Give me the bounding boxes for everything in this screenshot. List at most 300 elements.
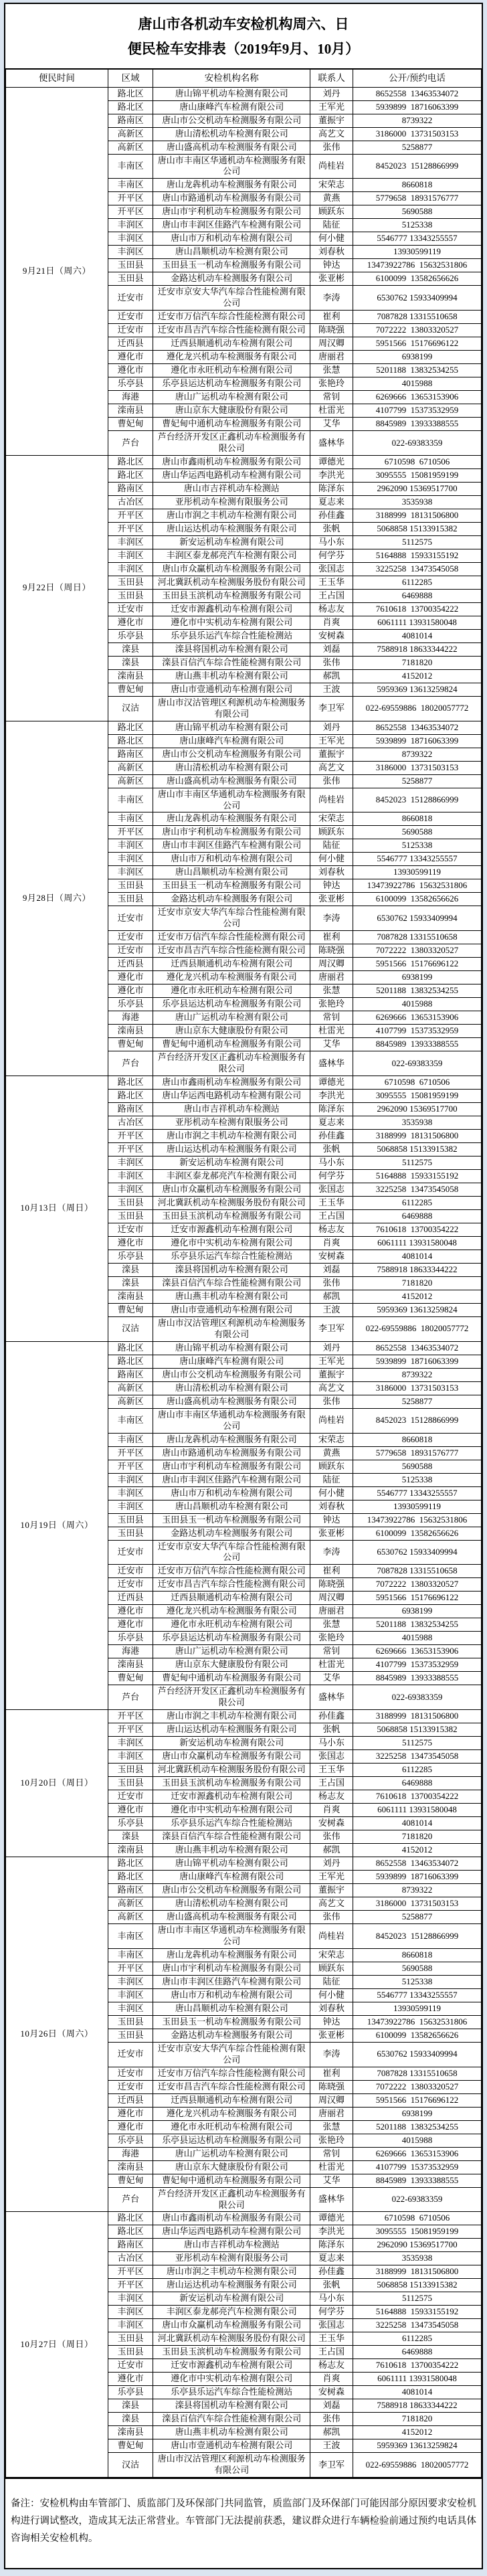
cell-phone: 5546777 13343255557 bbox=[353, 1988, 482, 2002]
cell-phone: 3225258 13473545058 bbox=[353, 562, 482, 576]
cell-contact: 夏志来 bbox=[310, 2252, 353, 2265]
cell-contact: 常钊 bbox=[310, 1645, 353, 1658]
cell-region: 滦南县 bbox=[108, 404, 153, 418]
cell-phone: 5201188 13832534255 bbox=[353, 984, 482, 998]
cell-org-name: 遵化市永旺机动车检测有限公司 bbox=[153, 2120, 310, 2134]
cell-phone: 8660818 bbox=[353, 1433, 482, 1446]
cell-contact: 尚桂岩 bbox=[310, 154, 353, 179]
cell-contact: 李涛 bbox=[310, 1540, 353, 1565]
cell-phone: 6710598 6710506 bbox=[353, 1076, 482, 1089]
cell-contact: 张伟 bbox=[310, 141, 353, 154]
cell-contact: 高艺文 bbox=[310, 127, 353, 141]
cell-contact: 王玉华 bbox=[310, 2332, 353, 2346]
cell-contact: 钟达 bbox=[310, 2015, 353, 2029]
cell-contact: 盛林华 bbox=[310, 1051, 353, 1076]
cell-phone: 5546777 13343255557 bbox=[353, 232, 482, 246]
cell-phone: 6938199 bbox=[353, 971, 482, 984]
cell-org-name: 乐亭县乐运汽车综合性能检测站 bbox=[153, 2386, 310, 2399]
cell-region: 迁西县 bbox=[108, 958, 153, 971]
schedule-table-header bbox=[6, 69, 482, 88]
cell-org-name: 玉田县玉一机动车检测服务有限公司 bbox=[153, 879, 310, 893]
cell-region: 高新区 bbox=[108, 1381, 153, 1395]
cell-contact: 安树森 bbox=[310, 1817, 353, 1830]
cell-phone: 022-69383359 bbox=[353, 2187, 482, 2212]
cell-phone: 13930599119 bbox=[353, 1500, 482, 1513]
cell-org-name: 唐山昌顺机动车检测有限公司 bbox=[153, 866, 310, 879]
cell-phone: 022-69383359 bbox=[353, 1685, 482, 1710]
cell-org-name: 唐山市众赢机动车检测服务有限公司 bbox=[153, 1750, 310, 1764]
cell-org-name: 唐山市汉沽管理区利源机动车检测服务有限公司 bbox=[153, 1316, 310, 1341]
cell-org-name: 唐山市宇利机动车检测服务有限公司 bbox=[153, 1962, 310, 1975]
date-cell: 10月20日（周日） bbox=[6, 1710, 108, 1857]
cell-contact: 孙佳鑫 bbox=[310, 509, 353, 522]
cell-region: 高新区 bbox=[108, 141, 153, 154]
cell-contact: 宋荣志 bbox=[310, 1433, 353, 1446]
cell-contact: 王波 bbox=[310, 1303, 353, 1316]
cell-contact: 李卫军 bbox=[310, 2453, 353, 2478]
cell-phone: 5112575 bbox=[353, 1156, 482, 1169]
cell-org-name: 亚彤机动车检测有限服务公司 bbox=[153, 495, 310, 509]
cell-org-name: 唐山市丰润区佳路汽车检测有限公司 bbox=[153, 219, 310, 232]
cell-region: 滦县 bbox=[108, 656, 153, 669]
cell-org-name: 遵化龙兴机动车检测服务有限公司 bbox=[153, 2107, 310, 2120]
cell-contact: 马小东 bbox=[310, 2292, 353, 2306]
cell-region: 迁安市 bbox=[108, 944, 153, 958]
cell-phone: 3225258 13473545058 bbox=[353, 1183, 482, 1196]
cell-contact: 周汉卿 bbox=[310, 958, 353, 971]
cell-phone: 8845989 13933388555 bbox=[353, 1038, 482, 1051]
cell-org-name: 玉田县玉一机动车检测服务有限公司 bbox=[153, 1513, 310, 1527]
cell-contact: 张帆 bbox=[310, 2279, 353, 2292]
cell-contact: 宋荣志 bbox=[310, 179, 353, 192]
cell-region: 海港 bbox=[108, 1645, 153, 1658]
cell-region: 迁安市 bbox=[108, 602, 153, 616]
cell-contact: 常钊 bbox=[310, 1011, 353, 1025]
cell-region: 玉田县 bbox=[108, 1764, 153, 1777]
cell-phone: 7087828 13315510658 bbox=[353, 2067, 482, 2080]
cell-contact: 谭德光 bbox=[310, 455, 353, 468]
cell-org-name: 唐山市路通机动车检测服务有限公司 bbox=[153, 1446, 310, 1460]
cell-org-name: 金路达机动车检测服务有限公司 bbox=[153, 2029, 310, 2042]
cell-org-name: 玉田县玉滨机动车检测服务有限公司 bbox=[153, 2346, 310, 2359]
cell-org-name: 新安运机动车检测有限公司 bbox=[153, 1156, 310, 1169]
cell-contact: 宋荣志 bbox=[310, 1948, 353, 1962]
cell-phone: 5690588 bbox=[353, 1460, 482, 1473]
cell-region: 丰润区 bbox=[108, 549, 153, 562]
cell-region: 曹妃甸 bbox=[108, 2174, 153, 2187]
cell-phone: 4107799 15373532959 bbox=[353, 1658, 482, 1672]
cell-phone: 5939899 18716063399 bbox=[353, 734, 482, 748]
cell-region: 滦县 bbox=[108, 642, 153, 656]
cell-region: 古冶区 bbox=[108, 495, 153, 509]
cell-org-name: 唐山昌顺机动车检测有限公司 bbox=[153, 2002, 310, 2015]
cell-region: 路南区 bbox=[108, 1884, 153, 1897]
table-row bbox=[6, 455, 482, 468]
cell-org-name: 迁西县顺通机动车检测有限公司 bbox=[153, 1592, 310, 1605]
cell-org-name: 迁安市源鑫机动车检测有限公司 bbox=[153, 2359, 310, 2373]
cell-phone: 4107799 15373532959 bbox=[353, 2160, 482, 2174]
cell-region: 迁安市 bbox=[108, 1565, 153, 1578]
cell-org-name: 玉田县玉滨机动车检测服务有限公司 bbox=[153, 589, 310, 602]
cell-org-name: 唐山市公交机动车检测服务有限公司 bbox=[153, 1884, 310, 1897]
cell-region: 遵化市 bbox=[108, 364, 153, 377]
cell-phone: 8452023 15128866999 bbox=[353, 1924, 482, 1949]
cell-phone: 3225258 13473545058 bbox=[353, 1750, 482, 1764]
footnote: 备注：安检机构由车管部门、质监部门及环保部门共同监管，质监部门及环保部门可能因部分原因要求安检机构进行调试整改，造成其无法正常营业。车管部门无法提前获悉，建议群众进行车辆检验前通过预约电话具体咨询相关安检机构。 bbox=[5, 2478, 482, 2567]
cell-phone: 7610618 13700354222 bbox=[353, 602, 482, 616]
cell-org-name: 乐亭县乐运汽车综合性能检测站 bbox=[153, 1250, 310, 1263]
cell-org-name: 唐山广运机动车检测有限公司 bbox=[153, 2147, 310, 2160]
cell-phone: 6100099 13582656626 bbox=[353, 272, 482, 286]
cell-phone: 6061111 13931580048 bbox=[353, 616, 482, 629]
cell-org-name: 芦台经济开发区正鑫机动车检测服务有限公司 bbox=[153, 1051, 310, 1076]
cell-phone: 5939899 18716063399 bbox=[353, 100, 482, 114]
cell-org-name: 唐山昌顺机动车检测有限公司 bbox=[153, 1500, 310, 1513]
cell-org-name: 乐亭县运达机动车检测服务有限公司 bbox=[153, 2134, 310, 2147]
cell-region: 开平区 bbox=[108, 509, 153, 522]
cell-contact: 崔利 bbox=[310, 311, 353, 324]
cell-org-name: 唐山京东大健康股份有限公司 bbox=[153, 404, 310, 418]
cell-phone: 3186000 13731503153 bbox=[353, 1381, 482, 1395]
cell-region: 丰润区 bbox=[108, 1169, 153, 1183]
cell-region: 滦县 bbox=[108, 1263, 153, 1276]
cell-contact: 唐丽君 bbox=[310, 351, 353, 364]
date-cell: 9月28日（周六） bbox=[6, 721, 108, 1076]
cell-org-name: 金路达机动车检测服务有限公司 bbox=[153, 1527, 310, 1540]
cell-contact: 杨志友 bbox=[310, 602, 353, 616]
cell-org-name: 唐山盛高机动车检测服务有限公司 bbox=[153, 774, 310, 788]
cell-org-name: 唐山市汉沽管理区利源机动车检测服务有限公司 bbox=[153, 696, 310, 721]
cell-phone: 7181820 bbox=[353, 2413, 482, 2426]
cell-contact: 陈晓强 bbox=[310, 2080, 353, 2093]
cell-phone: 5959369 13613259824 bbox=[353, 683, 482, 696]
cell-org-name: 唐山燕丰机动车检测有限公司 bbox=[153, 669, 310, 683]
cell-region: 开平区 bbox=[108, 1723, 153, 1737]
cell-region: 玉田县 bbox=[108, 1527, 153, 1540]
cell-contact: 张伟 bbox=[310, 1911, 353, 1924]
cell-region: 开平区 bbox=[108, 2265, 153, 2279]
cell-phone: 5546777 13343255557 bbox=[353, 1486, 482, 1500]
cell-phone: 5258877 bbox=[353, 1395, 482, 1408]
cell-region: 滦南县 bbox=[108, 1290, 153, 1303]
cell-region: 玉田县 bbox=[108, 2332, 153, 2346]
cell-phone: 5959369 13613259824 bbox=[353, 1303, 482, 1316]
cell-region: 遵化市 bbox=[108, 971, 153, 984]
cell-phone: 6710598 6710506 bbox=[353, 455, 482, 468]
cell-phone: 3188999 18131506800 bbox=[353, 1710, 482, 1723]
cell-region: 丰润区 bbox=[108, 2292, 153, 2306]
cell-region: 玉田县 bbox=[108, 2029, 153, 2042]
cell-org-name: 唐山京东大健康股份有限公司 bbox=[153, 1658, 310, 1672]
cell-region: 乐亭县 bbox=[108, 629, 153, 642]
cell-region: 高新区 bbox=[108, 761, 153, 774]
cell-region: 路北区 bbox=[108, 2225, 153, 2239]
cell-org-name: 唐山市公交机动车检测服务有限公司 bbox=[153, 114, 310, 127]
cell-contact: 高艺文 bbox=[310, 761, 353, 774]
cell-contact: 钟达 bbox=[310, 879, 353, 893]
cell-phone: 8660818 bbox=[353, 179, 482, 192]
cell-region: 海港 bbox=[108, 391, 153, 404]
cell-contact: 杨志友 bbox=[310, 1790, 353, 1804]
cell-region: 迁安市 bbox=[108, 2359, 153, 2373]
cell-org-name: 玉田县玉滨机动车检测服务有限公司 bbox=[153, 1209, 310, 1223]
cell-org-name: 唐山市丰润区佳路汽车检测有限公司 bbox=[153, 1975, 310, 1988]
cell-org-name: 唐山市宇利机动车检测服务有限公司 bbox=[153, 1460, 310, 1473]
cell-contact: 孙佳鑫 bbox=[310, 1129, 353, 1142]
cell-region: 乐亭县 bbox=[108, 998, 153, 1011]
cell-contact: 王军光 bbox=[310, 734, 353, 748]
cell-phone: 7087828 13315510658 bbox=[353, 311, 482, 324]
cell-contact: 肖爽 bbox=[310, 1804, 353, 1817]
cell-phone: 7072222 13803320527 bbox=[353, 1578, 482, 1592]
cell-contact: 顾跃东 bbox=[310, 826, 353, 839]
cell-org-name: 唐山市宇利机动车检测服务有限公司 bbox=[153, 826, 310, 839]
cell-phone: 5068858 15133915382 bbox=[353, 1723, 482, 1737]
cell-org-name: 迁安市源鑫机动车检测有限公司 bbox=[153, 602, 310, 616]
cell-org-name: 唐山市润之丰机动车检测有限公司 bbox=[153, 509, 310, 522]
cell-phone: 4081014 bbox=[353, 1250, 482, 1263]
column-header-contact: 联系人 bbox=[310, 69, 353, 88]
cell-org-name: 唐山康峰汽车检测有限公司 bbox=[153, 734, 310, 748]
cell-contact: 郝凯 bbox=[310, 2426, 353, 2439]
cell-contact: 刘磊 bbox=[310, 2399, 353, 2413]
cell-region: 开平区 bbox=[108, 1710, 153, 1723]
table-row bbox=[6, 87, 482, 100]
cell-org-name: 唐山市公交机动车检测服务有限公司 bbox=[153, 748, 310, 761]
cell-phone: 5939899 18716063399 bbox=[353, 1355, 482, 1368]
cell-contact: 杜雷光 bbox=[310, 2160, 353, 2174]
cell-org-name: 唐山燕丰机动车检测有限公司 bbox=[153, 2426, 310, 2439]
cell-org-name: 迁西县顺通机动车检测有限公司 bbox=[153, 958, 310, 971]
cell-contact: 王波 bbox=[310, 683, 353, 696]
cell-phone: 4152012 bbox=[353, 669, 482, 683]
cell-region: 玉田县 bbox=[108, 589, 153, 602]
cell-org-name: 遵化市中实机动车检测有限公司 bbox=[153, 1804, 310, 1817]
cell-region: 路北区 bbox=[108, 100, 153, 114]
cell-contact: 刘丹 bbox=[310, 87, 353, 100]
cell-region: 路北区 bbox=[108, 1341, 153, 1355]
cell-org-name: 迁安市昌吉汽车综合性能检测有限公司 bbox=[153, 324, 310, 337]
cell-contact: 郝凯 bbox=[310, 1290, 353, 1303]
cell-org-name: 唐山市鑫雨机动车检测服务有限公司 bbox=[153, 2212, 310, 2225]
cell-contact: 郝凯 bbox=[310, 1844, 353, 1857]
cell-region: 玉田县 bbox=[108, 1209, 153, 1223]
cell-region: 路北区 bbox=[108, 1857, 153, 1871]
cell-phone: 5068858 15133915382 bbox=[353, 522, 482, 535]
cell-region: 迁安市 bbox=[108, 2042, 153, 2067]
cell-contact: 张亚彬 bbox=[310, 272, 353, 286]
cell-region: 路北区 bbox=[108, 734, 153, 748]
cell-phone: 5951566 15176696122 bbox=[353, 958, 482, 971]
cell-phone: 5951566 15176696122 bbox=[353, 337, 482, 351]
cell-phone: 5112575 bbox=[353, 2292, 482, 2306]
cell-region: 路北区 bbox=[108, 1871, 153, 1884]
cell-region: 乐亭县 bbox=[108, 1250, 153, 1263]
cell-region: 丰润区 bbox=[108, 866, 153, 879]
cell-org-name: 迁安市京安大华汽车综合性能检测有限公司 bbox=[153, 286, 310, 311]
cell-org-name: 乐亭县运达机动车检测服务有限公司 bbox=[153, 377, 310, 391]
cell-contact: 艾华 bbox=[310, 418, 353, 431]
cell-phone: 6112285 bbox=[353, 2332, 482, 2346]
cell-org-name: 唐山市众赢机动车检测服务有限公司 bbox=[153, 1183, 310, 1196]
cell-contact: 陈泽东 bbox=[310, 482, 353, 495]
cell-contact: 张亚彬 bbox=[310, 1527, 353, 1540]
cell-phone: 8739322 bbox=[353, 748, 482, 761]
cell-org-name: 唐山燕丰机动车检测有限公司 bbox=[153, 1290, 310, 1303]
cell-region: 路北区 bbox=[108, 455, 153, 468]
cell-org-name: 唐山燕丰机动车检测有限公司 bbox=[153, 1844, 310, 1857]
cell-org-name: 唐山京东大健康股份有限公司 bbox=[153, 2160, 310, 2174]
cell-org-name: 唐山清松机动车检测有限公司 bbox=[153, 761, 310, 774]
cell-org-name: 河北冀跃机动车检测服务股份有限公司 bbox=[153, 1764, 310, 1777]
cell-contact: 陈晓强 bbox=[310, 944, 353, 958]
cell-org-name: 迁安市源鑫机动车检测有限公司 bbox=[153, 1223, 310, 1236]
cell-phone: 8652558 13463534072 bbox=[353, 87, 482, 100]
cell-region: 遵化市 bbox=[108, 616, 153, 629]
cell-org-name: 唐山龙犇机动车检测服务有限公司 bbox=[153, 812, 310, 826]
cell-phone: 5068858 15133915382 bbox=[353, 2279, 482, 2292]
cell-org-name: 唐山龙犇机动车检测服务有限公司 bbox=[153, 179, 310, 192]
cell-phone: 6269666 13653153906 bbox=[353, 1011, 482, 1025]
cell-region: 乐亭县 bbox=[108, 377, 153, 391]
cell-org-name: 遵化龙兴机动车检测服务有限公司 bbox=[153, 1605, 310, 1618]
cell-phone: 13473922786 15632531806 bbox=[353, 1513, 482, 1527]
cell-org-name: 唐山市众赢机动车检测服务有限公司 bbox=[153, 2319, 310, 2332]
cell-contact: 孙佳鑫 bbox=[310, 2265, 353, 2279]
cell-contact: 张国志 bbox=[310, 2319, 353, 2332]
cell-phone: 5068858 15133915382 bbox=[353, 1142, 482, 1156]
cell-region: 丰润区 bbox=[108, 853, 153, 866]
cell-contact: 艾华 bbox=[310, 2174, 353, 2187]
cell-org-name: 丰润区泰龙郝亮汽车检测有限公司 bbox=[153, 1169, 310, 1183]
cell-region: 开平区 bbox=[108, 205, 153, 219]
cell-org-name: 唐山锦平机动车检测有限公司 bbox=[153, 1341, 310, 1355]
cell-contact: 夏志来 bbox=[310, 495, 353, 509]
cell-org-name: 唐山广运机动车检测有限公司 bbox=[153, 391, 310, 404]
cell-region: 丰南区 bbox=[108, 788, 153, 812]
cell-contact: 钟达 bbox=[310, 1513, 353, 1527]
cell-phone: 4152012 bbox=[353, 1844, 482, 1857]
cell-phone: 5125338 bbox=[353, 1473, 482, 1486]
cell-org-name: 唐山锦平机动车检测有限公司 bbox=[153, 87, 310, 100]
cell-region: 遵化市 bbox=[108, 2107, 153, 2120]
cell-phone: 8652558 13463534072 bbox=[353, 1857, 482, 1871]
cell-region: 玉田县 bbox=[108, 576, 153, 589]
cell-phone: 4152012 bbox=[353, 1290, 482, 1303]
cell-phone: 5690588 bbox=[353, 826, 482, 839]
cell-org-name: 唐山盛高机动车检测服务有限公司 bbox=[153, 1911, 310, 1924]
cell-region: 丰润区 bbox=[108, 1988, 153, 2002]
cell-phone: 7087828 13315510658 bbox=[353, 931, 482, 944]
cell-contact: 唐丽君 bbox=[310, 2107, 353, 2120]
cell-contact: 杨志友 bbox=[310, 2359, 353, 2373]
cell-phone: 2962090 15369517700 bbox=[353, 1102, 482, 1116]
cell-contact: 王占国 bbox=[310, 2346, 353, 2359]
cell-org-name: 滦县百信汽车综合性能检测有限公司 bbox=[153, 1830, 310, 1844]
cell-region: 遵化市 bbox=[108, 984, 153, 998]
cell-region: 开平区 bbox=[108, 2279, 153, 2292]
cell-region: 曹妃甸 bbox=[108, 1038, 153, 1051]
cell-region: 乐亭县 bbox=[108, 2134, 153, 2147]
cell-contact: 常钊 bbox=[310, 391, 353, 404]
cell-region: 迁安市 bbox=[108, 311, 153, 324]
cell-contact: 艾华 bbox=[310, 1038, 353, 1051]
cell-region: 玉田县 bbox=[108, 1196, 153, 1209]
cell-org-name: 唐山市众赢机动车检测服务有限公司 bbox=[153, 562, 310, 576]
cell-org-name: 滦县百信汽车综合性能检测有限公司 bbox=[153, 1276, 310, 1290]
cell-phone: 5258877 bbox=[353, 141, 482, 154]
cell-phone: 6100099 13582656626 bbox=[353, 2029, 482, 2042]
cell-contact: 陈泽东 bbox=[310, 1102, 353, 1116]
cell-contact: 王玉华 bbox=[310, 576, 353, 589]
cell-phone: 5125338 bbox=[353, 1975, 482, 1988]
cell-org-name: 遵化市中实机动车检测有限公司 bbox=[153, 2373, 310, 2386]
cell-org-name: 玉田县玉滨机动车检测服务有限公司 bbox=[153, 1777, 310, 1790]
table-row bbox=[6, 1341, 482, 1355]
cell-region: 丰润区 bbox=[108, 2306, 153, 2319]
cell-region: 丰南区 bbox=[108, 1948, 153, 1962]
cell-contact: 董振宇 bbox=[310, 1368, 353, 1381]
column-header-time: 便民时间 bbox=[6, 69, 108, 88]
cell-phone: 5201188 13832534255 bbox=[353, 364, 482, 377]
cell-phone: 4015988 bbox=[353, 377, 482, 391]
cell-contact: 张艳玲 bbox=[310, 998, 353, 1011]
date-cell: 10月26日（周六） bbox=[6, 1857, 108, 2212]
cell-phone: 022-69559886 18020057772 bbox=[353, 696, 482, 721]
cell-phone: 2962090 15369517700 bbox=[353, 2239, 482, 2252]
cell-phone: 5164888 15933155192 bbox=[353, 1169, 482, 1183]
cell-region: 玉田县 bbox=[108, 879, 153, 893]
cell-org-name: 曹妃甸中通机动车检测服务有限公司 bbox=[153, 418, 310, 431]
cell-contact: 李卫军 bbox=[310, 696, 353, 721]
cell-region: 丰润区 bbox=[108, 1486, 153, 1500]
cell-region: 丰润区 bbox=[108, 246, 153, 259]
cell-region: 路南区 bbox=[108, 482, 153, 495]
cell-phone: 6112285 bbox=[353, 1764, 482, 1777]
cell-contact: 张慧 bbox=[310, 2120, 353, 2134]
cell-phone: 13930599119 bbox=[353, 2002, 482, 2015]
cell-contact: 张伟 bbox=[310, 1276, 353, 1290]
cell-phone: 7072222 13803320527 bbox=[353, 324, 482, 337]
cell-org-name: 唐山运达机动车检测服务有限公司 bbox=[153, 522, 310, 535]
cell-org-name: 迁安市京安大华汽车综合性能检测有限公司 bbox=[153, 1540, 310, 1565]
cell-org-name: 遵化龙兴机动车检测服务有限公司 bbox=[153, 971, 310, 984]
cell-org-name: 唐山盛高机动车检测服务有限公司 bbox=[153, 141, 310, 154]
cell-phone: 4015988 bbox=[353, 998, 482, 1011]
cell-org-name: 滦县百信汽车综合性能检测有限公司 bbox=[153, 656, 310, 669]
cell-phone: 4015988 bbox=[353, 1632, 482, 1645]
cell-phone: 6061111 13931580048 bbox=[353, 1804, 482, 1817]
cell-org-name: 遵化龙兴机动车检测服务有限公司 bbox=[153, 351, 310, 364]
cell-phone: 5779658 18931576777 bbox=[353, 192, 482, 205]
cell-org-name: 新安运机动车检测有限公司 bbox=[153, 535, 310, 549]
cell-phone: 6061111 13931580048 bbox=[353, 1236, 482, 1250]
cell-phone: 8660818 bbox=[353, 1948, 482, 1962]
date-cell: 10月13日（周日） bbox=[6, 1076, 108, 1341]
cell-region: 高新区 bbox=[108, 1911, 153, 1924]
cell-org-name: 芦台经济开发区正鑫机动车检测服务有限公司 bbox=[153, 1685, 310, 1710]
cell-phone: 13473922786 15632531806 bbox=[353, 2015, 482, 2029]
cell-phone: 6100099 13582656626 bbox=[353, 1527, 482, 1540]
cell-phone: 13473922786 15632531806 bbox=[353, 259, 482, 272]
cell-region: 芦台 bbox=[108, 1051, 153, 1076]
cell-org-name: 乐亭县乐运汽车综合性能检测站 bbox=[153, 1817, 310, 1830]
column-header-region: 区域 bbox=[108, 69, 153, 88]
cell-region: 乐亭县 bbox=[108, 2386, 153, 2399]
cell-phone: 6061111 13931580048 bbox=[353, 2373, 482, 2386]
cell-org-name: 唐山市润之丰机动车检测有限公司 bbox=[153, 1129, 310, 1142]
cell-org-name: 河北冀跃机动车检测服务股份有限公司 bbox=[153, 1196, 310, 1209]
